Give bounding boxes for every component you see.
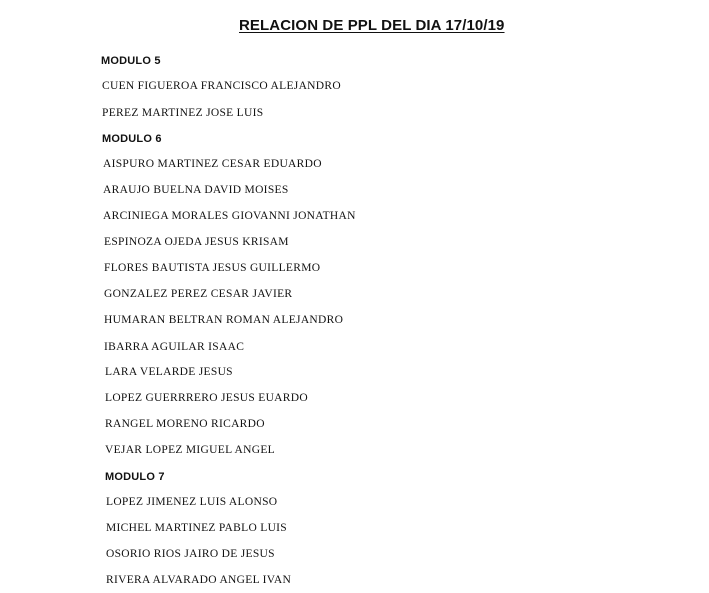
list-item: RANGEL MORENO RICARDO <box>105 418 265 430</box>
list-item: PEREZ MARTINEZ JOSE LUIS <box>102 107 264 119</box>
list-item: FLORES BAUTISTA JESUS GUILLERMO <box>104 262 321 274</box>
list-item: MICHEL MARTINEZ PABLO LUIS <box>106 522 287 534</box>
document-title: RELACION DE PPL DEL DIA 17/10/19 <box>239 17 505 34</box>
list-item: AISPURO MARTINEZ CESAR EDUARDO <box>103 158 322 170</box>
section-heading-modulo-5: MODULO 5 <box>101 55 161 67</box>
list-item: HUMARAN BELTRAN ROMAN ALEJANDRO <box>104 314 344 326</box>
list-item: VEJAR LOPEZ MIGUEL ANGEL <box>105 444 275 456</box>
list-item: ESPINOZA OJEDA JESUS KRISAM <box>104 236 289 248</box>
list-item: GONZALEZ PEREZ CESAR JAVIER <box>104 288 293 300</box>
list-item: CUEN FIGUEROA FRANCISCO ALEJANDRO <box>102 80 341 92</box>
list-item: IBARRA AGUILAR ISAAC <box>104 341 245 353</box>
list-item: RIVERA ALVARADO ANGEL IVAN <box>106 574 292 586</box>
list-item: LOPEZ GUERRRERO JESUS EUARDO <box>105 392 308 404</box>
section-heading-modulo-7: MODULO 7 <box>105 471 165 483</box>
list-item: ARAUJO BUELNA DAVID MOISES <box>103 184 289 196</box>
list-item: LARA VELARDE JESUS <box>105 366 233 378</box>
list-item: OSORIO RIOS JAIRO DE JESUS <box>106 548 275 560</box>
section-heading-modulo-6: MODULO 6 <box>102 133 162 145</box>
list-item: ARCINIEGA MORALES GIOVANNI JONATHAN <box>103 210 356 222</box>
list-item: LOPEZ JIMENEZ LUIS ALONSO <box>106 496 278 508</box>
